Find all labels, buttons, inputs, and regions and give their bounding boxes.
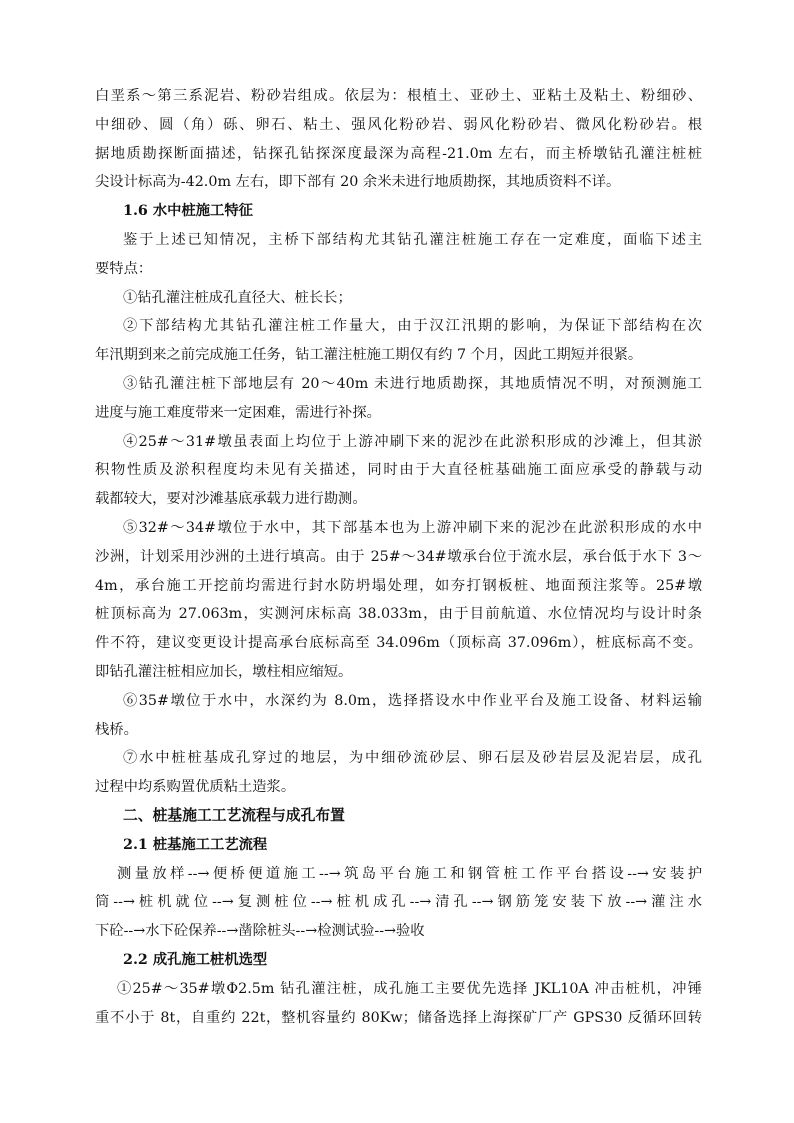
paragraph-line: 重不小于 8t，自重约 22t，整机容量约 80Kw；储备选择上海探矿厂产 GPS30 反循环回转	[95, 1009, 702, 1026]
paragraph-line: 桩顶标高为 27.063m，实测河床标高 38.033m，由于目前航道、水位情况均与设计时条	[95, 606, 702, 623]
paragraph-line: 测量放样--→便桥便道施工--→筑岛平台施工和钢管桩工作平台搭设--→安装护	[117, 865, 702, 882]
paragraph-line: 下砼--→水下砼保养--→凿除桩头--→检测试验--→验收	[95, 923, 425, 940]
paragraph-line: ②下部结构尤其钻孔灌注桩工作量大，由于汉江汛期的影响，为保证下部结构在次	[123, 318, 702, 335]
document-page	[95, 82, 702, 1032]
paragraph-line: 过程中均系购置优质粘土造浆。	[95, 779, 296, 796]
paragraph-line: 即钻孔灌注桩相应加长，墩柱相应缩短。	[95, 663, 353, 680]
paragraph-line: ①钻孔灌注桩成孔直径大、桩长长；	[123, 289, 352, 306]
paragraph-line: 进度与施工难度带来一定困难，需进行补探。	[95, 404, 381, 421]
paragraph-line: ③钻孔灌注桩下部地层有 20～40m 未进行地质勘探，其地质情况不明，对预测施工	[123, 375, 702, 392]
subsection-heading: 2.2 成孔施工桩机选型	[123, 951, 268, 968]
paragraph-line: 鉴于上述已知情况，主桥下部结构尤其钻孔灌注桩施工存在一定难度，面临下述主	[123, 231, 702, 248]
paragraph-line: 据地质勘探断面描述，钻探孔钻探深度最深为高程-21.0m 左右，而主桥墩钻孔灌注桩桩	[95, 145, 702, 162]
paragraph-line: 件不符，建议变更设计提高承台底标高至 34.096m（顶标高 37.096m），桩底标高不变。	[95, 635, 702, 652]
paragraph-line: ④25#～31#墩虽表面上均位于上游冲刷下来的泥沙在此淤积形成的沙滩上，但其淤	[123, 433, 702, 450]
paragraph-line: 沙洲，计划采用沙洲的土进行填高。由于 25#～34#墩承台位于流水层，承台低于水下 3～	[95, 548, 702, 565]
paragraph-line: ①25#～35#墩Φ2.5m 钻孔灌注桩，成孔施工主要优先选择 JKL10A 冲击桩机，冲锤	[117, 980, 702, 997]
paragraph-line: 要特点：	[95, 260, 153, 277]
paragraph-line: 筒--→桩机就位--→复测桩位--→桩机成孔--→清孔--→钢筋笼安装下放--→灌注水	[95, 894, 702, 911]
paragraph-line: 中细砂、圆（角）砾、卵石、粘土、强风化粉砂岩、弱风化粉砂岩、微风化粉砂岩。根	[95, 116, 702, 133]
section-heading: 二、桩基施工工艺流程与成孔布置	[123, 806, 345, 824]
subsection-heading: 2.1 桩基施工工艺流程	[123, 836, 268, 853]
paragraph-line: ⑦水中桩桩基成孔穿过的地层，为中细砂流砂层、卵石层及砂岩层及泥岩层，成孔	[123, 750, 702, 767]
paragraph-line: 白垩系～第三系泥岩、粉砂岩组成。依层为：根植土、亚砂土、亚粘土及粘土、粉细砂、	[95, 88, 702, 104]
paragraph-line: 4m，承台施工开挖前均需进行封水防坍塌处理，如夯打钢板桩、地面预注浆等。25#墩	[95, 577, 702, 594]
paragraph-line: 积物性质及淤积程度均未见有关描述，同时由于大直径桩基础施工面应承受的静载与动	[95, 462, 702, 479]
paragraph-line: ⑥35#墩位于水中，水深约为 8.0m，选择搭设水中作业平台及施工设备、材料运输	[123, 692, 702, 709]
paragraph-line: ⑤32#～34#墩位于水中，其下部基本也为上游冲刷下来的泥沙在此淤积形成的水中	[123, 519, 702, 536]
paragraph-line: 年汛期到来之前完成施工任务，钻工灌注桩施工期仅有约 7 个月，因此工期短并很紧。	[95, 347, 643, 364]
paragraph-line: 栈桥。	[95, 721, 138, 738]
paragraph-line: 载都较大，要对沙滩基底承载力进行勘测。	[95, 491, 367, 508]
subsection-heading: 1.6 水中桩施工特征	[123, 203, 253, 220]
paragraph-line: 尖设计标高为-42.0m 左右，即下部有 20 余米未进行地质勘探，其地质资料不详。	[95, 174, 621, 191]
